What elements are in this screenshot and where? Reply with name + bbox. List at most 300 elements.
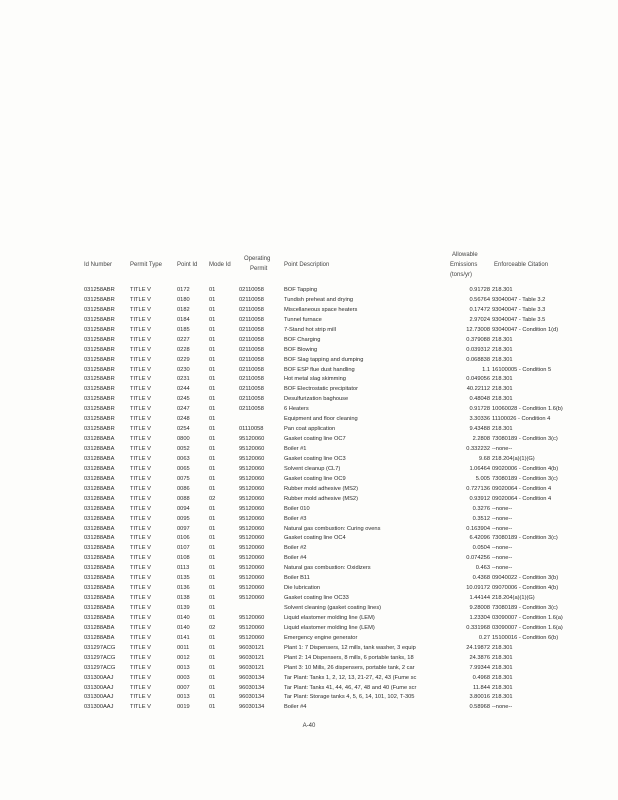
id-number-cell: 031258ABR (84, 326, 115, 333)
table-row (84, 306, 604, 316)
id-number-cell: 031258ABR (84, 366, 115, 373)
point-id-cell: 0245 (177, 396, 190, 403)
id-number-cell: 031300AAJ (84, 684, 114, 691)
operating-permit-cell: 95120060 (239, 585, 265, 592)
enforceable-citation-cell: 218.301 (492, 674, 513, 681)
mode-id-cell: 02 (209, 624, 216, 631)
table-row (84, 684, 604, 694)
enforceable-citation-cell: 93040047 - Table 3.2 (492, 296, 546, 303)
enforceable-citation-cell: --none-- (492, 505, 513, 512)
permit-type-cell: TITLE V (130, 465, 151, 472)
allowable-emissions-cell: 0.074256 (466, 555, 490, 562)
point-id-cell: 0063 (177, 455, 190, 462)
table-row (84, 415, 604, 425)
mode-id-cell: 01 (209, 575, 216, 582)
mode-id-cell: 01 (209, 694, 216, 701)
permit-type-cell: TITLE V (130, 515, 151, 522)
permit-type-cell: TITLE V (130, 446, 151, 452)
point-id-cell: 0247 (177, 406, 190, 413)
allowable-emissions-cell: 0.17472 (469, 306, 490, 313)
enforceable-citation-cell: 03090007 - Condition 1.6(a) (492, 614, 563, 621)
allowable-emissions-cell: 0.049056 (466, 376, 490, 383)
point-description-cell: BOF Electrostatic precipitator (284, 386, 358, 393)
mode-id-cell: 01 (209, 346, 216, 353)
id-number-cell: 031300AAJ (84, 704, 114, 711)
operating-permit-cell: 95120060 (239, 595, 265, 602)
permit-type-cell: TITLE V (130, 654, 151, 661)
permit-type-cell: TITLE V (130, 316, 151, 323)
allowable-emissions-cell: 0.48048 (469, 396, 490, 403)
point-id-cell: 0227 (177, 336, 190, 343)
mode-id-cell: 01 (209, 654, 216, 661)
mode-id-cell: 01 (209, 436, 216, 443)
mode-id-cell: 01 (209, 426, 216, 433)
permit-type-cell: TITLE V (130, 287, 151, 293)
point-description-cell: Boiler #4 (284, 704, 307, 711)
table-row (84, 594, 604, 604)
enforceable-citation-cell: 11100026 - Condition 4 (492, 416, 551, 423)
permit-type-cell: TITLE V (130, 605, 151, 611)
enforceable-citation-cell: --none-- (492, 545, 513, 552)
table-body (84, 286, 604, 713)
mode-id-cell: 01 (209, 326, 216, 333)
enforceable-citation-cell: 218.301 (492, 386, 513, 393)
permit-type-cell: TITLE V (130, 436, 151, 443)
point-description-cell: Plant 2: 14 Dispensers, 8 mills, 6 portable tanks, 18 (284, 654, 414, 661)
point-id-cell: 0088 (177, 495, 190, 502)
table-row (84, 674, 604, 684)
permit-type-cell: TITLE V (130, 336, 151, 343)
operating-permit-cell: 96030134 (239, 674, 265, 681)
point-id-cell: 0019 (177, 704, 190, 711)
mode-id-cell: 01 (209, 446, 216, 452)
mode-id-cell: 01 (209, 505, 216, 512)
operating-permit-cell: 95120060 (239, 535, 265, 542)
allowable-emissions-cell: 0.91728 (469, 287, 490, 293)
enforceable-citation-cell: 218.301 (492, 396, 513, 403)
table-row (84, 316, 604, 326)
operating-permit-cell: 02110058 (239, 306, 264, 313)
table-row (84, 574, 604, 584)
table-row (84, 515, 604, 525)
mode-id-cell: 01 (209, 555, 216, 562)
allowable-emissions-cell: 3.80016 (469, 694, 490, 701)
point-description-cell: Tunnel furnace (284, 316, 322, 323)
allowable-emissions-cell: 0.4368 (472, 575, 490, 582)
operating-permit-cell: 02110058 (239, 386, 264, 393)
operating-permit-cell: 95120060 (239, 455, 265, 462)
operating-permit-cell: 95120060 (239, 475, 265, 482)
id-number-cell: 031288ABA (84, 535, 115, 542)
enforceable-citation-cell: 73080189 - Condition 3(c) (492, 475, 558, 482)
table-row (84, 554, 604, 564)
operating-permit-cell: 95120060 (239, 495, 265, 502)
point-id-cell: 0094 (177, 505, 190, 512)
table-row (84, 425, 604, 435)
point-description-cell: Tar Plant: Storage tanks 4, 5, 6, 14, 101, 102, T-305 (284, 694, 415, 701)
id-number-cell: 031258ABR (84, 316, 115, 323)
operating-permit-cell: 96030134 (239, 694, 265, 701)
id-number-cell: 031288ABA (84, 634, 115, 641)
id-number-cell: 031288ABA (84, 485, 115, 492)
permit-type-cell: TITLE V (130, 525, 151, 532)
operating-permit-cell: 96030121 (239, 664, 265, 671)
operating-permit-cell: 02110058 (239, 346, 264, 353)
point-id-cell: 0230 (177, 366, 190, 373)
allowable-emissions-cell: 3.30336 (469, 416, 490, 423)
permit-type-cell: TITLE V (130, 396, 151, 403)
allowable-emissions-cell: 11.844 (473, 684, 490, 691)
point-description-cell: Liquid elastomer molding line (LEM) (284, 614, 375, 621)
id-number-cell: 031258ABR (84, 386, 115, 393)
id-number-cell: 031288ABA (84, 455, 115, 462)
point-id-cell: 0254 (177, 426, 190, 433)
point-id-cell: 0113 (177, 565, 190, 572)
operating-permit-cell: 95120060 (239, 446, 265, 452)
operating-permit-cell: 95120060 (239, 634, 265, 641)
point-description-cell: Equipment and floor cleaning (284, 416, 358, 423)
mode-id-cell: 01 (209, 306, 216, 313)
id-number-cell: 031288ABA (84, 595, 115, 602)
enforceable-citation-cell: 218.301 (492, 376, 513, 383)
table-row (84, 664, 604, 674)
point-description-cell: Tundish preheat and drying (284, 296, 354, 303)
enforceable-citation-cell: 09070006 - Condition 4(b) (492, 585, 559, 592)
point-description-cell: Tar Plant: Tanks 1, 2, 12, 13, 21-27, 42, 43 (Fume sc (284, 674, 417, 681)
table-row (84, 703, 604, 713)
point-id-cell: 0003 (177, 674, 190, 681)
point-description-cell: Miscellaneous space heaters (284, 306, 358, 313)
permit-type-cell: TITLE V (130, 555, 151, 562)
enforceable-citation-cell: 09020064 - Condition 4 (492, 495, 552, 502)
id-number-cell: 031258ABR (84, 376, 115, 383)
page-number: A-40 (302, 723, 316, 729)
operating-permit-cell: 96030134 (239, 704, 265, 711)
enforceable-citation-cell: 218.204(a)(1)(G) (492, 455, 535, 462)
allowable-emissions-cell: 0.039312 (466, 346, 490, 353)
col-operating-permit-l2: Permit (250, 266, 268, 272)
operating-permit-cell: 95120060 (239, 485, 265, 492)
point-description-cell: Gasket coating line OC3 (284, 455, 346, 462)
point-description-cell: Liquid elastomer molding line (LEM) (284, 624, 375, 631)
point-id-cell: 0185 (177, 326, 190, 333)
point-description-cell: Pan coat application (284, 426, 336, 433)
table-header (84, 244, 604, 286)
permit-type-cell: TITLE V (130, 595, 151, 602)
id-number-cell: 031258ABR (84, 426, 115, 433)
point-id-cell: 0065 (177, 465, 190, 472)
point-id-cell: 0135 (177, 575, 190, 582)
enforceable-citation-cell: 218.301 (492, 644, 513, 651)
allowable-emissions-cell: 2.2808 (472, 436, 490, 443)
operating-permit-cell: 95120060 (239, 505, 265, 512)
mode-id-cell: 01 (209, 386, 216, 393)
table-row (84, 395, 604, 405)
enforceable-citation-cell: --none-- (492, 525, 513, 532)
operating-permit-cell: 02110058 (239, 326, 264, 333)
table-row (84, 564, 604, 574)
table-row (84, 693, 604, 703)
point-id-cell: 0007 (177, 684, 190, 691)
allowable-emissions-cell: 0.068838 (466, 356, 490, 363)
permit-type-cell: TITLE V (130, 644, 151, 651)
permit-type-cell: TITLE V (130, 545, 151, 552)
point-id-cell: 0172 (177, 287, 190, 293)
point-description-cell: 6 Heaters (284, 406, 309, 413)
table-row (84, 286, 604, 296)
permit-type-cell: TITLE V (130, 664, 151, 671)
point-description-cell: Boiler #3 (284, 515, 307, 522)
point-description-cell: Gasket coating line OC4 (284, 535, 346, 542)
id-number-cell: 031288ABA (84, 436, 115, 443)
id-number-cell: 031258ABR (84, 356, 115, 363)
point-description-cell: Desulfurization baghouse (284, 396, 349, 403)
operating-permit-cell: 95120060 (239, 575, 265, 582)
point-id-cell: 0106 (177, 535, 190, 542)
point-id-cell: 0138 (177, 595, 190, 602)
allowable-emissions-cell: 0.332232 (466, 446, 490, 452)
point-id-cell: 0075 (177, 475, 190, 482)
point-id-cell: 0141 (177, 634, 190, 641)
allowable-emissions-cell: 0.379088 (466, 336, 490, 343)
enforceable-citation-cell: 10060028 - Condition 1.6(b) (492, 406, 563, 413)
allowable-emissions-cell: 0.463 (475, 565, 490, 572)
enforceable-citation-cell: 73080189 - Condition 3(c) (492, 436, 558, 443)
id-number-cell: 031300AAJ (84, 674, 114, 681)
permit-type-cell: TITLE V (130, 416, 151, 423)
enforceable-citation-cell: 93040047 - Table 3.3 (492, 306, 546, 313)
point-description-cell: Boiler #2 (284, 545, 307, 552)
table-row (84, 455, 604, 465)
mode-id-cell: 02 (209, 495, 216, 502)
permit-type-cell: TITLE V (130, 475, 151, 482)
point-description-cell: Solvent cleaning (gasket coating lines) (284, 605, 382, 611)
allowable-emissions-cell: 0.727136 (466, 485, 490, 492)
operating-permit-cell: 02110058 (239, 406, 264, 413)
permit-type-cell: TITLE V (130, 296, 151, 303)
permit-type-cell: TITLE V (130, 634, 151, 641)
mode-id-cell: 01 (209, 366, 216, 373)
mode-id-cell: 01 (209, 525, 216, 532)
permit-type-cell: TITLE V (130, 306, 151, 313)
point-description-cell: Gasket coating line OC7 (284, 436, 346, 443)
mode-id-cell: 01 (209, 545, 216, 552)
point-description-cell: Plant 3: 10 Mills, 26 dispensers, portable tank, 2 car (284, 664, 415, 671)
col-id-number: Id Number (84, 262, 113, 268)
enforceable-citation-cell: --none-- (492, 446, 513, 452)
operating-permit-cell: 02110058 (239, 356, 264, 363)
table-row (84, 375, 604, 385)
enforceable-citation-cell: 218.301 (492, 694, 513, 701)
point-id-cell: 0013 (177, 664, 190, 671)
enforceable-citation-cell: 09020064 - Condition 4 (492, 485, 552, 492)
allowable-emissions-cell: 40.22112 (466, 386, 490, 393)
allowable-emissions-cell: 0.3512 (472, 515, 490, 522)
point-description-cell: BOF Charging (284, 336, 321, 343)
mode-id-cell: 01 (209, 585, 216, 592)
operating-permit-cell: 95120060 (239, 565, 265, 572)
col-allowable-l2: Emissions (450, 262, 478, 268)
allowable-emissions-cell: 0.27 (478, 634, 490, 641)
point-description-cell: 7-Stand hot strip mill (284, 326, 336, 333)
id-number-cell: 031288ABA (84, 555, 115, 562)
table-row (84, 445, 604, 455)
allowable-emissions-cell: 0.0504 (472, 545, 490, 552)
permit-type-cell: TITLE V (130, 614, 151, 621)
table-row (84, 604, 604, 614)
operating-permit-cell: 95120060 (239, 525, 265, 532)
point-id-cell: 0244 (177, 386, 190, 393)
point-id-cell: 0184 (177, 316, 190, 323)
enforceable-citation-cell: 93040047 - Table 3.5 (492, 316, 546, 323)
operating-permit-cell: 95120060 (239, 465, 265, 472)
table-row (84, 465, 604, 475)
allowable-emissions-cell: 0.56764 (469, 296, 490, 303)
mode-id-cell: 01 (209, 485, 216, 492)
point-description-cell: Boiler #4 (284, 555, 307, 562)
allowable-emissions-cell: 9.68 (478, 455, 490, 462)
col-citation: Enforceable Citation (494, 262, 549, 268)
id-number-cell: 031258ABR (84, 296, 115, 303)
point-description-cell: BOF Blowing (284, 346, 318, 353)
point-id-cell: 0011 (177, 644, 190, 651)
allowable-emissions-cell: 0.163904 (466, 525, 490, 532)
permit-type-cell: TITLE V (130, 485, 151, 492)
point-description-cell: Die lubrication (284, 585, 321, 592)
col-operating-permit-l1: Operating (244, 256, 271, 262)
point-id-cell: 0800 (177, 436, 190, 443)
id-number-cell: 031258ABR (84, 396, 115, 403)
table-row (84, 366, 604, 376)
table-row (84, 654, 604, 664)
id-number-cell: 031258ABR (84, 336, 115, 343)
id-number-cell: 031258ABR (84, 306, 115, 313)
mode-id-cell: 01 (209, 356, 216, 363)
allowable-emissions-cell: 0.331968 (466, 624, 490, 631)
emissions-table (84, 244, 604, 713)
table-row (84, 485, 604, 495)
enforceable-citation-cell: 93040047 - Condition 1(d) (492, 326, 559, 333)
allowable-emissions-cell: 0.58968 (469, 704, 490, 711)
enforceable-citation-cell: 218.301 (492, 654, 513, 661)
table-row (84, 624, 604, 634)
permit-type-cell: TITLE V (130, 704, 151, 711)
table-row (84, 505, 604, 515)
permit-type-cell: TITLE V (130, 624, 151, 631)
table-row (84, 336, 604, 346)
enforceable-citation-cell: --none-- (492, 515, 513, 522)
id-number-cell: 031288ABA (84, 515, 115, 522)
point-id-cell: 0136 (177, 585, 190, 592)
id-number-cell: 031288ABA (84, 585, 115, 592)
id-number-cell: 031297ACG (84, 654, 116, 661)
mode-id-cell: 01 (209, 535, 216, 542)
permit-type-cell: TITLE V (130, 406, 151, 413)
mode-id-cell: 01 (209, 644, 216, 651)
point-description-cell: Boiler #1 (284, 446, 307, 452)
point-description-cell: Natural gas combustion: Curing ovens (284, 525, 381, 532)
point-description-cell: Tar Plant: Tanks 41, 44, 46, 47, 48 and 40 (Fume scr (284, 684, 417, 691)
mode-id-cell: 01 (209, 316, 216, 323)
col-allowable-l3: (tons/yr) (450, 272, 473, 278)
allowable-emissions-cell: 1.06464 (469, 465, 490, 472)
point-id-cell: 0180 (177, 296, 190, 303)
mode-id-cell: 01 (209, 296, 216, 303)
id-number-cell: 031288ABA (84, 614, 115, 621)
allowable-emissions-cell: 6.42096 (469, 535, 490, 542)
point-description-cell: Gasket coating line OC33 (284, 595, 349, 602)
mode-id-cell: 01 (209, 416, 216, 423)
point-id-cell: 0228 (177, 346, 190, 353)
table-row (84, 435, 604, 445)
id-number-cell: 031288ABA (84, 446, 115, 452)
point-id-cell: 0095 (177, 515, 190, 522)
enforceable-citation-cell: 218.204(a)(1)(G) (492, 595, 535, 602)
point-description-cell: Boiler B11 (284, 575, 310, 582)
table-row (84, 495, 604, 505)
allowable-emissions-cell: 10.09172 (466, 585, 490, 592)
point-description-cell: Gasket coating line OC9 (284, 475, 346, 482)
allowable-emissions-cell: 0.91728 (469, 406, 490, 413)
point-description-cell: Plant 1: 7 Dispensers, 12 mills, tank washer, 3 equip (284, 644, 416, 651)
mode-id-cell: 01 (209, 406, 216, 413)
permit-type-cell: TITLE V (130, 565, 151, 572)
allowable-emissions-cell: 12.73008 (466, 326, 490, 333)
permit-type-cell: TITLE V (130, 426, 151, 433)
table-row (84, 296, 604, 306)
operating-permit-cell: 95120060 (239, 624, 265, 631)
point-id-cell: 0097 (177, 525, 190, 532)
operating-permit-cell: 95120060 (239, 515, 265, 522)
mode-id-cell: 01 (209, 465, 216, 472)
enforceable-citation-cell: --none-- (492, 704, 513, 711)
id-number-cell: 031258ABR (84, 346, 115, 353)
id-number-cell: 031288ABA (84, 605, 115, 611)
mode-id-cell: 01 (209, 565, 216, 572)
point-id-cell: 0248 (177, 416, 190, 423)
point-id-cell: 0107 (177, 545, 190, 552)
operating-permit-cell: 95120060 (239, 555, 265, 562)
table-row (84, 544, 604, 554)
id-number-cell: 031288ABA (84, 475, 115, 482)
point-id-cell: 0013 (177, 694, 190, 701)
enforceable-citation-cell: --none-- (492, 565, 513, 572)
mode-id-cell: 01 (209, 475, 216, 482)
permit-type-cell: TITLE V (130, 346, 151, 353)
point-id-cell: 0182 (177, 306, 190, 313)
permit-type-cell: TITLE V (130, 535, 151, 542)
enforceable-citation-cell: 03090007 - Condition 1.6(a) (492, 624, 563, 631)
point-id-cell: 0086 (177, 485, 190, 492)
allowable-emissions-cell: 5.005 (475, 475, 490, 482)
allowable-emissions-cell: 9.28008 (469, 605, 490, 611)
id-number-cell: 031297ACG (84, 644, 116, 651)
point-description-cell: Rubber mold adhesive (MS2) (284, 495, 358, 502)
id-number-cell: 031288ABA (84, 565, 115, 572)
point-id-cell: 0139 (177, 605, 190, 611)
permit-type-cell: TITLE V (130, 575, 151, 582)
id-number-cell: 031258ABR (84, 416, 115, 423)
id-number-cell: 031288ABA (84, 465, 115, 472)
table-row (84, 346, 604, 356)
operating-permit-cell: 96030121 (239, 654, 265, 661)
point-description-cell: Hot metal slag skimming (284, 376, 346, 383)
enforceable-citation-cell: 73080189 - Condition 3(c) (492, 535, 558, 542)
allowable-emissions-cell: 9.43488 (469, 426, 490, 433)
table-row (84, 534, 604, 544)
enforceable-citation-cell: 218.301 (492, 336, 513, 343)
point-id-cell: 0108 (177, 555, 190, 562)
